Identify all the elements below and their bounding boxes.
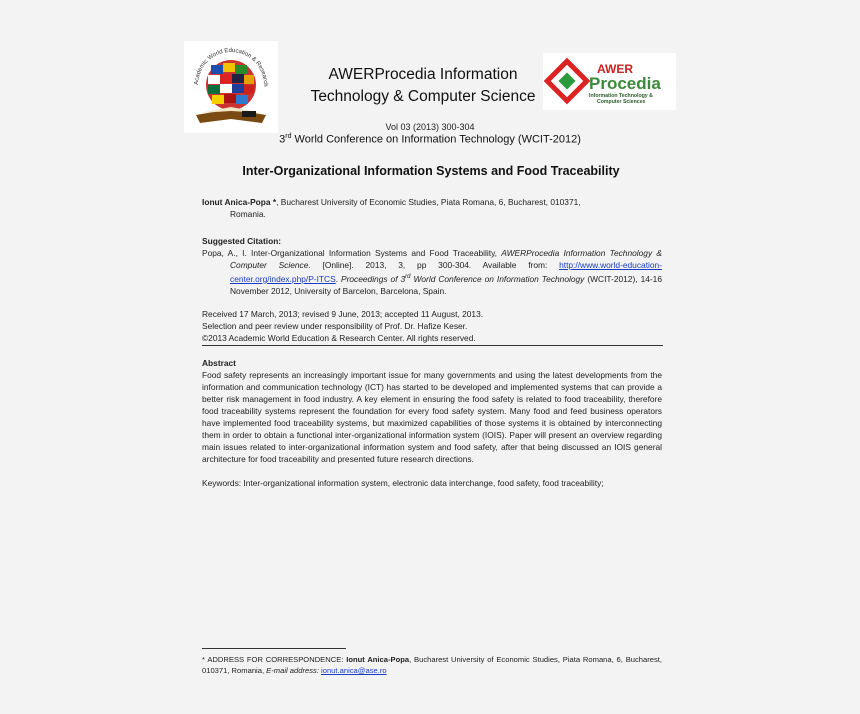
awer-procedia-logo: [543, 53, 676, 110]
citation-heading: Suggested Citation:: [202, 236, 282, 246]
author-name: Ionut Anica-Popa *: [202, 197, 277, 207]
copyright-line: ©2013 Academic World Education & Research Center. All rights reserved.: [202, 333, 476, 343]
footnote-email-link[interactable]: ionut.anica@ase.ro: [321, 666, 387, 675]
received-line: Received 17 March, 2013; revised 9 June, 2013; accepted 11 August, 2013.: [202, 309, 484, 319]
globe-flags-icon: [184, 41, 278, 133]
conference-ordinal-suffix: rd: [285, 133, 292, 140]
journal-title: [295, 64, 551, 108]
logo-awer-text: AWER: [597, 62, 633, 76]
keywords-line: Keywords: Inter-organizational information system, electronic data interchange, food safety, food traceability;: [202, 478, 604, 488]
citation-proceedings: Proceedings of 3rd World Conference on Information Technology: [341, 273, 585, 284]
conference-ordinal: 3: [279, 133, 286, 146]
footnote-divider: [202, 648, 346, 649]
citation-journal: AWERProcedia Information Technology & Computer Science: [230, 248, 662, 270]
abstract-block: [202, 357, 662, 489]
journal-title-line2: Technology & Computer Science: [310, 88, 536, 105]
author-block: [202, 196, 662, 220]
abstract-body: Food safety represents an increasingly important issue for many governments and using the latest developments from the information and communication technology (ICT) has started to be developed and implemented systems that can provide a better risk management in food industry. A key element in ensuring the food safety is related to food traceability, therefore food traceability systems represent the foundation for every food safety system. Many food and feed business operators have implemented food traceability systems, but maximized capabilities of those systems it is obtained by interconnecting them in order to obtain a functional inter-organizational information system (IOIS). Paper will present an overview regarding main issues related to inter-organizational information system and food safety, after that being discussed an IOIS general architecture for food traceability and presented future research directions.: [202, 370, 662, 464]
review-line: Selection and peer review under responsibility of Prof. Dr. Hafize Keser.: [202, 321, 468, 331]
logo-procedia-text: Procedia: [589, 74, 661, 93]
footnote-prefix: * ADDRESS FOR CORRESPONDENCE:: [202, 655, 347, 664]
conference-name: World Conference on Information Technology (WCIT-2012): [291, 133, 581, 146]
logo-subtitle2-text: Computer Sciences: [597, 99, 646, 105]
footnote-email-label: E-mail address:: [266, 666, 322, 675]
author-affiliation: , Bucharest University of Economic Studies, Piata Romana, 6, Bucharest, 010371,: [276, 197, 581, 207]
citation-text: [202, 247, 662, 297]
citation-block: [202, 235, 662, 297]
journal-title-line1: AWERProcedia Information: [328, 66, 518, 83]
svg-text:Academic World Education & Res: Academic World Education & Research: [193, 47, 269, 87]
dates-block: [202, 308, 662, 344]
awer-center-logo: [184, 41, 278, 133]
footnote: [202, 654, 662, 676]
paper-title: Inter-Organizational Information Systems and Food Traceability: [242, 164, 620, 178]
footnote-author-name: Ionut Anica-Popa: [346, 655, 410, 664]
citation-details: . [Online]. 2013, 3, pp 300-304. Available from:: [308, 260, 560, 270]
citation-venue: (WCIT-2012), 14-16 November 2012, University of Barcelon, Barcelona, Spain.: [230, 273, 662, 296]
author-affiliation-country: Romania.: [230, 209, 266, 219]
citation-url-link[interactable]: http://www.world-education-center.org/index.php/P-ITCS: [230, 260, 662, 284]
logo-subtitle1-text: Information Technology &: [589, 93, 653, 99]
volume-line: Vol 03 (2013) 300-304: [385, 122, 475, 132]
section-divider: [202, 345, 663, 346]
citation-authors-title: Popa, A., I. Inter-Organizational Information Systems and Food Traceability,: [202, 248, 502, 258]
awer-procedia-logo-icon: [543, 53, 676, 110]
footnote-affiliation: , Bucharest University of Economic Studies, Piata Romana, 6, Bucharest, 010371, Romania,: [202, 655, 663, 675]
citation-separator: .: [335, 273, 341, 284]
conference-line: [250, 133, 610, 146]
abstract-heading: Abstract: [202, 358, 236, 368]
